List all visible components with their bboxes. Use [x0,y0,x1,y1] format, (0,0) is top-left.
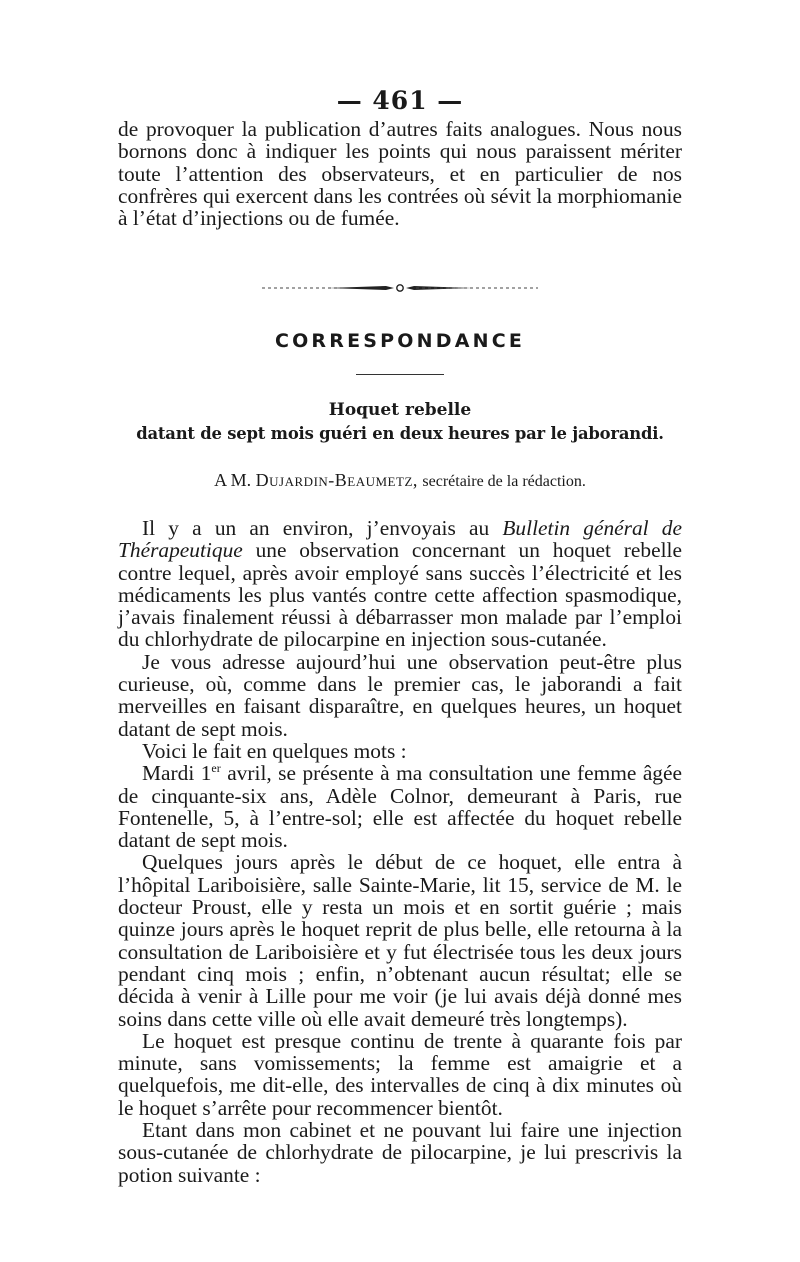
ornamental-divider [258,282,542,294]
letter-paragraph: Voici le fait en quelques mots : [142,738,407,763]
letter-paragraph: Mardi 1er avril, se présente à ma consultation une femme âgée de cinquante-six ans, Adèle Colnor, demeurant à Paris, rue Fontenelle, 5, à l’entre-sol; elle est affectée du hoquet rebelle datant de sept mois. [118,761,682,853]
journal-title: Bulletin général de Thérapeutique [118,516,682,563]
letter-paragraph: Quelques jours après le début de ce hoquet, elle entra à l’hôpital Lariboisière, salle Sainte-Marie, lit 15, service de M. le docteur Proust, elle y resta un mois et en sortit guérie ; mais quinze jours après le hoquet reprit de plus belle, elle retourna à la consultation de Lariboisière et y fut électrisée tous les deux jours pendant cinq mois ; enfin, n’obtenant aucun résultat; elle se décida à venir à Lille pour me voir (je lui avais déjà donné mes soins dans cette ville où elle avait demeuré très longtemps). [118,850,682,1031]
letter-paragraph: Etant dans mon cabinet et ne pouvant lui faire une injection sous-cutanée de chlorhydrate de pilocarpine, je lui prescrivis la potion suivante : [118,1118,682,1187]
letter-address [0,470,800,491]
address-title: secrétaire de la rédaction. [422,473,586,490]
letter-paragraph: Je vous adresse aujourd’hui une observation peut-être plus curieuse, où, comme dans le premier cas, le jaborandi a fait merveilles en faisant disparaître, en quelques heures, un hoquet datant de sept mois. [118,649,682,741]
letter-body [118,517,682,1186]
intro-paragraph: de provoquer la publication d’autres faits analogues. Nous nous bornons donc à indiquer les points qui nous paraissent mériter toute l’attention des observateurs, et en particulier de nos confrères qui exercent dans les contrées où sévit la morphiomanie à l’état d’injections ou de fumée. [118,117,682,231]
section-heading: CORRESPONDANCE [274,330,526,352]
article-title-line-1: Hoquet rebelle [328,400,472,420]
heading-rule [356,374,444,375]
ordinal-superscript: er [211,761,221,776]
page-number: — 461 — [336,86,464,115]
address-prefix: A M. [214,470,252,490]
letter-paragraph: Il y a un an environ, j’envoyais au Bulletin général de Thérapeutique une observation concernant un hoquet rebelle contre lequel, après avoir employé sans succès l’électricité et les médicaments les plus vantés contre cette affection spasmodique, j’avais finalement réussi à débarrasser mon malade par l’emploi du chlorhydrate de pilocarpine en injection sous-cutanée. [118,516,682,652]
address-name: Dujardin-Beaumetz, [255,470,418,490]
article-title-line-2: datant de sept mois guéri en deux heures par le jaborandi. [136,424,664,443]
intro-paragraph-block [118,118,682,229]
letter-paragraph: Le hoquet est presque continu de trente à quarante fois par minute, sans vomissements; la femme est amaigrie et a quelquefois, me dit-elle, des intervalles de cinq à dix minutes où le hoquet s’arrête pour recommencer bientôt. [118,1028,682,1120]
